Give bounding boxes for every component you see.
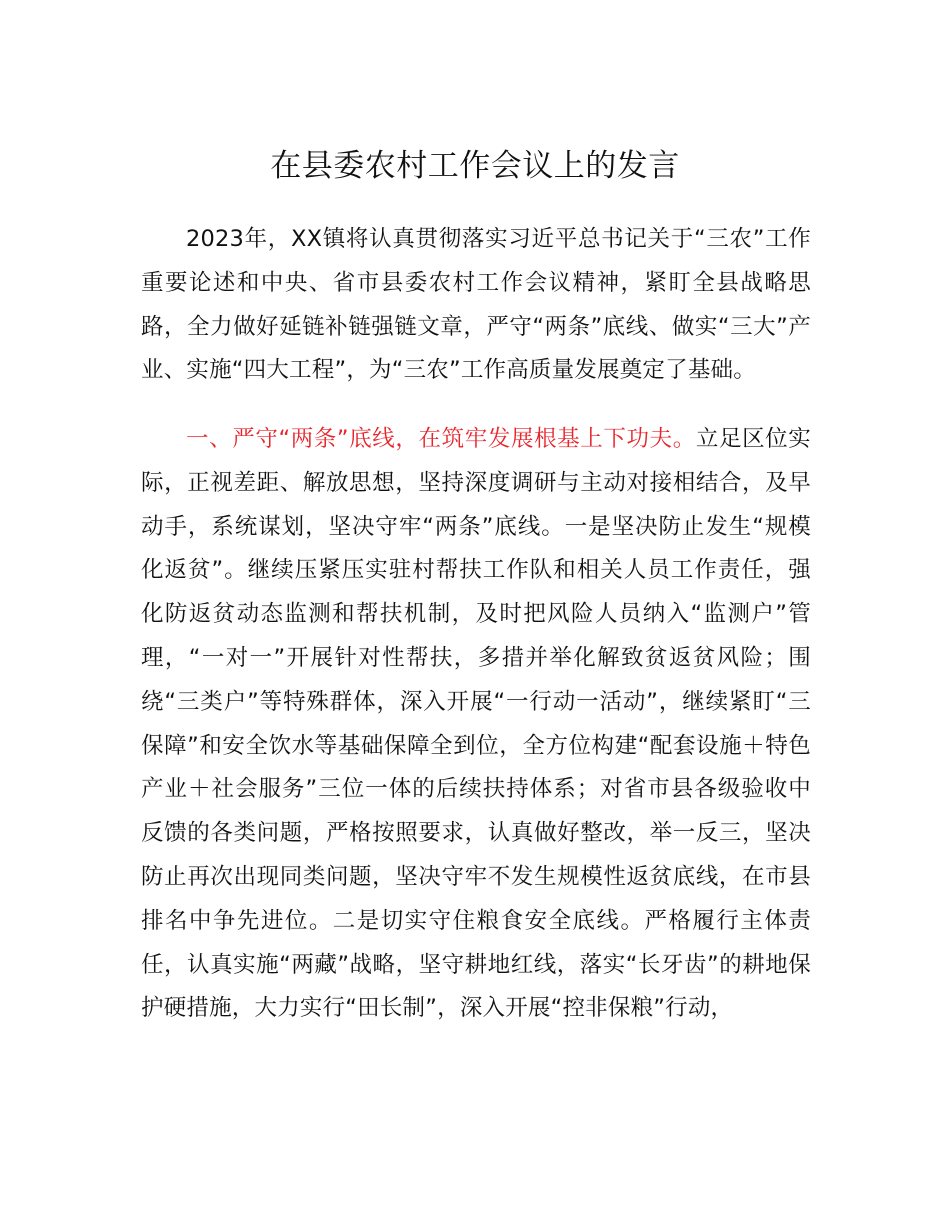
- paragraph-intro: 2023年，XX镇将认真贯彻落实习近平总书记关于“三农”工作重要论述和中央、省市县委农村工作会议精神，紧盯全县战略思路，全力做好延链补链强链文章，严守“两条”底线、做实“三大”产业、实施“四大工程”，为“三农”工作高质量发展奠定了基础。: [141, 226, 811, 384]
- document-title: 在县委农村工作会议上的发言: [270, 148, 680, 184]
- paragraph-section-one: [141, 418, 811, 1031]
- section-one-body: 立足区位实际，正视差距、解放思想，坚持深度调研与主动对接相结合，及早动手，系统谋划，坚决守牢“两条”底线。一是坚决防止发生“规模化返贫”。继续压紧压实驻村帮扶工作队和相关人员工作责任，强化防返贫动态监测和帮扶机制，及时把风险人员纳入“监测户”管理，“一对一”开展针对性帮扶，多措并举化解致贫返贫风险；围绕“三类户”等特殊群体，深入开展“一行动一活动”，继续紧盯“三保障”和安全饮水等基础保障全到位，全方位构建“配套设施＋特色产业＋社会服务”三位一体的后续扶持体系；对省市县各级验收中反馈的各类问题，严格按照要求，认真做好整改，举一反三，坚决防止再次出现同类问题，坚决守牢不发生规模性返贫底线，在市县排名中争先进位。二是切实守住粮食安全底线。严格履行主体责任，认真实施“两藏”战略，坚守耕地红线，落实“长牙齿”的耕地保护硬措施，大力实行“田长制”，深入开展“控非保粮”行动，: [141, 426, 811, 1022]
- section-one-heading: 一、严守“两条”底线，在筑牢发展根基上下功夫。: [186, 426, 696, 452]
